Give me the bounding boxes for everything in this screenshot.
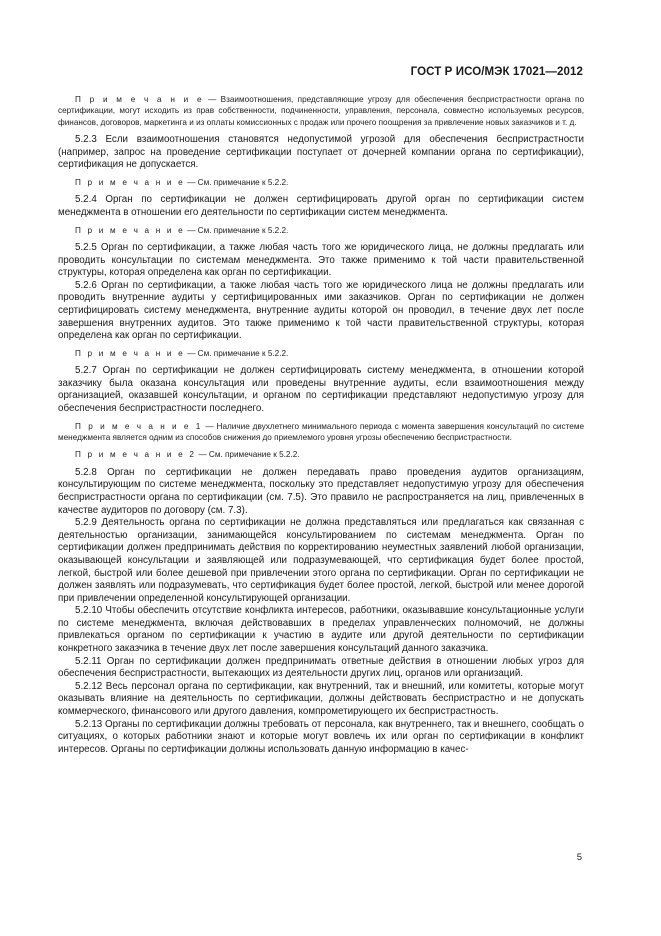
- note-text: — Взаимоотношения, представляющие угрозу для обеспечения беспристрастности органа по сертификации, могут исходить из прав собственности, подчиненности, управления, персонала, совместно используемых ресурсов, финансов, договоров, маркетинга и из оплаты комиссионных с продаж или прочего поощрения за привлечение новых заказчиков и т. д.: [58, 95, 585, 127]
- clause-5-2-5: 5.2.5 Орган по сертификации, а также любая часть того же юридического лица, не должны предлагать или проводить консультации по системам менеджмента. Это также применимо к той части правительственной структуры, которая определена как орган по сертификации.: [58, 242, 584, 279]
- note-text: — Наличие двухлетнего минимального периода с момента завершения консультаций по системе менеджмента является одним из способов снижения до приемлемого уровня угрозы обеспечению беспристрастности.: [58, 421, 584, 442]
- note-label: П р и м е ч а н и е: [75, 95, 204, 104]
- note-text: — См. примечание к 5.2.2.: [196, 450, 300, 460]
- note-text: — См. примечание к 5.2.2.: [184, 348, 289, 358]
- note-label: П р и м е ч а н и е: [75, 348, 185, 358]
- clause-5-2-8: 5.2.8 Орган по сертификации не должен передавать право проведения аудитов организациям, консультирующим по системе менеджмента, поскольку это представляет недопустимую угрозу для обеспечения беспристрастности органа по сертификации (см. 7.5). Это правило не распространяется на лиц, привлеченных в качестве аудиторов по договору (см. 7.3).: [58, 466, 584, 516]
- clause-5-2-9: 5.2.9 Деятельность органа по сертификации не должна представляться или предлагаться как связанная с деятельностью организации, занимающейся консультированием по системам менеджмента. Орган по сертификации должен предпринимать действия по корректированию неуместных заявлений любой организации, оказывающей консультации и заявляющей или подразумевающей, что сертификация будет более простой, легкой, быстрой или более дешевой при привлечении этого органа по сертификации. Орган по сертификации не должен заявлять или подразумевать, что сертификация будет более простой, легкой, быстрой или менее дорогой при привлечении определенной консультирующей организации.: [58, 517, 584, 604]
- note-label: П р и м е ч а н и е 1: [75, 421, 203, 431]
- clause-5-2-13: 5.2.13 Органы по сертификации должны требовать от персонала, как внутреннего, так и внешнего, сообщать о ситуациях, о которых работники знают и которые могут вовлечь их или орган по сертификации в конфликт интересов. Органы по сертификации должны использовать данную информацию в качес-: [58, 718, 584, 755]
- note-1: [58, 94, 584, 128]
- note-text: — См. примечание к 5.2.2.: [184, 178, 289, 187]
- note-text: — См. примечание к 5.2.2.: [184, 225, 289, 235]
- clause-5-2-10: 5.2.10 Чтобы обеспечить отсутствие конфликта интересов, работники, оказывавшие консультационные услуги по системе менеджмента, включая действовавших в пределах управленческих полномочий, не должны привлекаться органом по сертификации к участию в аудите или другой деятельности по сертификации конкретного заказчика в течение двух лет после завершения консультаций данного заказчика.: [58, 605, 584, 655]
- page-number: 5: [576, 852, 582, 863]
- clause-5-2-6: 5.2.6 Орган по сертификации, а также любая часть того же юридического лица не должны предлагать или проводить внутренние аудиты у сертифицированных ими заказчиков. Орган по сертификации не должен сертифицировать систему менеджмента, внутренние аудиты которой он проводил, в течение двух лет после завершения внутренних аудитов. Это также применимо к той части правительственной структуры, которая определена как орган по сертификации.: [58, 279, 584, 342]
- note-label: П р и м е ч а н и е 2: [75, 450, 197, 460]
- clause-5-2-12: 5.2.12 Весь персонал органа по сертификации, как внутренний, так и внешний, или комитеты, которые могут оказывать влияние на деятельность по сертификации, должны действовать беспристрастно и не допускать коммерческого, финансового или другого давления, компрометирующего их беспристрастность.: [58, 680, 584, 718]
- clause-5-2-3: 5.2.3 Если взаимоотношения становятся недопустимой угрозой для обеспечения беспристрастности (например, запрос на проведение сертификации поступает от дочерней компании органа по сертификации), сертификация не допускается.: [58, 134, 584, 171]
- note-5: [58, 421, 584, 444]
- note-label: П р и м е ч а н и е: [75, 178, 185, 187]
- clause-5-2-7: 5.2.7 Орган по сертификации не должен сертифицировать систему менеджмента, в отношении которой заказчику была оказана консультация или проведены внутренние аудиты, если взаимоотношения между организацией, оказавшей консультации, и органом по сертификации представляют недопустимую угрозу для обеспечения беспристрастности последнего.: [58, 365, 584, 414]
- clause-5-2-11: 5.2.11 Орган по сертификации должен предпринимать ответные действия в отношении любых угроз для обеспечения беспристрастности, вытекающих из деятельности других лиц, органов или организаций.: [58, 655, 584, 680]
- note-4: [58, 348, 584, 359]
- note-3: [58, 225, 584, 236]
- note-label: П р и м е ч а н и е: [75, 225, 185, 235]
- note-2: [58, 177, 584, 188]
- document-header: ГОСТ Р ИСО/МЭК 17021—2012: [410, 66, 583, 78]
- clause-5-2-4: 5.2.4 Орган по сертификации не должен сертифицировать другой орган по сертификации систем менеджмента в отношении его деятельности по сертификации систем менеджмента.: [58, 194, 584, 218]
- document-body: [58, 94, 584, 756]
- note-6: [58, 449, 584, 460]
